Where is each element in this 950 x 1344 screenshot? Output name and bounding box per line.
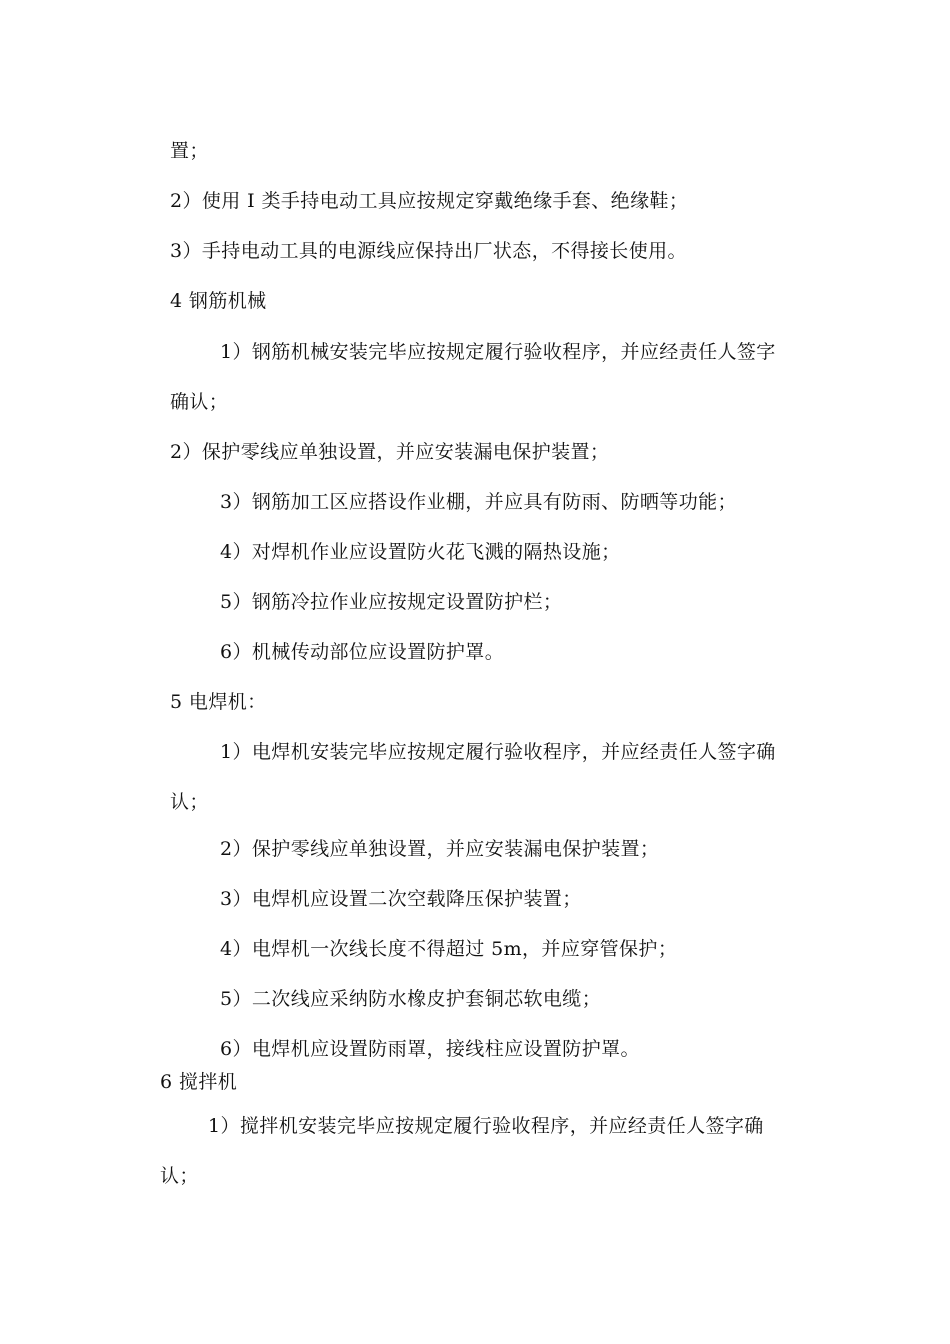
list-item: 1）钢筋机械安装完毕应按规定履行验收程序，并应经责任人签字 xyxy=(220,341,776,363)
list-item: 3）手持电动工具的电源线应保持出厂状态，不得接长使用。 xyxy=(170,240,687,262)
section-heading-welder: 5 电焊机： xyxy=(170,691,267,713)
list-item: 6）电焊机应设置防雨罩，接线柱应设置防护罩。 xyxy=(220,1038,640,1060)
list-item-continuation: 认； xyxy=(170,791,209,813)
section-heading-rebar-machinery: 4 钢筋机械 xyxy=(170,290,267,312)
list-item-continuation: 确认； xyxy=(170,391,229,413)
list-item: 1）电焊机安装完毕应按规定履行验收程序，并应经责任人签字确 xyxy=(220,741,776,763)
list-item: 4）对焊机作业应设置防火花飞溅的隔热设施； xyxy=(220,541,621,563)
list-item: 3）电焊机应设置二次空载降压保护装置； xyxy=(220,888,582,910)
list-item-continuation: 认； xyxy=(160,1165,199,1187)
list-item: 4）电焊机一次线长度不得超过 5m，并应穿管保护； xyxy=(220,938,678,960)
list-item: 1）搅拌机安装完毕应按规定履行验收程序，并应经责任人签字确 xyxy=(208,1115,764,1137)
list-item: 2）保护零线应单独设置，并应安装漏电保护装置； xyxy=(220,838,660,860)
list-item: 5）二次线应采纳防水橡皮护套铜芯软电缆； xyxy=(220,988,602,1010)
list-item: 2）使用 I 类手持电动工具应按规定穿戴绝缘手套、绝缘鞋； xyxy=(170,190,689,212)
list-item: 2）保护零线应单独设置，并应安装漏电保护装置； xyxy=(170,441,610,463)
list-item: 3）钢筋加工区应搭设作业棚，并应具有防雨、防晒等功能； xyxy=(220,491,737,513)
list-item: 6）机械传动部位应设置防护罩。 xyxy=(220,641,505,663)
continuation-text: 置； xyxy=(170,140,209,162)
list-item: 5）钢筋冷拉作业应按规定设置防护栏； xyxy=(220,591,563,613)
section-heading-mixer: 6 搅拌机 xyxy=(160,1071,238,1093)
